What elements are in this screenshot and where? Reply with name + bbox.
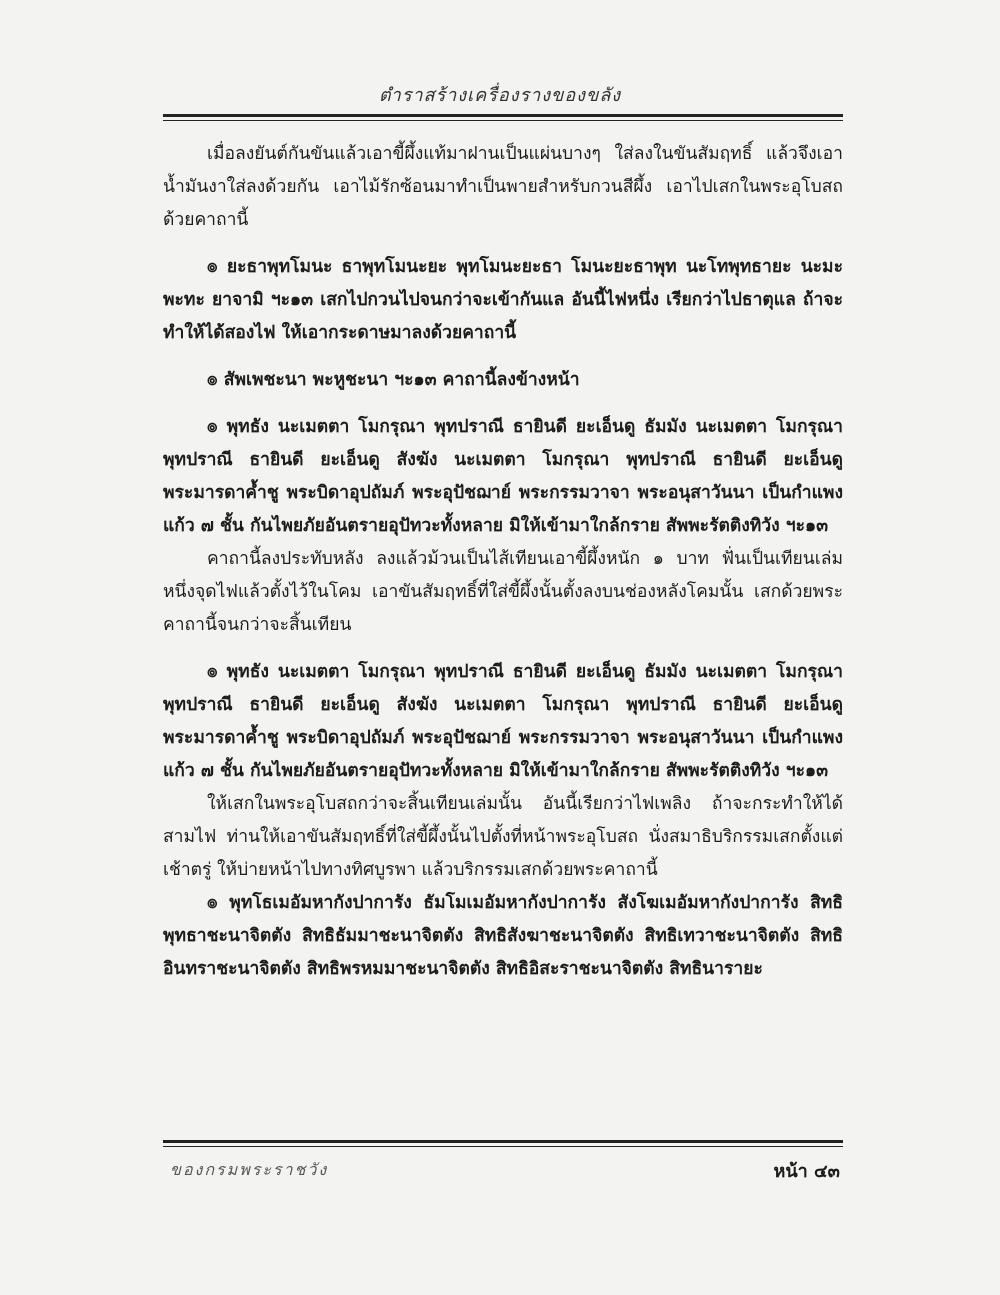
incantation-paragraph: ๏ พุทธัง นะเมตตา โมกรุณา พุทปราณี ธายินดี ยะเอ็นดู ธัมมัง นะเมตตา โมกรุณา พุทปราณี ธายินดี ยะเอ็นดู สังฆัง นะเมตตา โมกรุณา พุทปราณี ธายินดี ยะเอ็นดู พระมารดาค้ำชู พระบิดาอุปถัมภ์ พระอุปัชฌาย์ พระกรรมวาจา พระอนุสาวันนา เป็นกำแพงแก้ว ๗ ชั้น กันไพยภัยอันตรายอุปัทวะทั้งหลาย มิให้เข้ามาใกล้กราย สัพพะรัตติงทิวัง ฯะ๑๓ (163, 662, 843, 781)
header-rule-thin (163, 120, 843, 121)
incantation-paragraph: ๏ ยะธาพุทโมนะ ธาพุทโมนะยะ พุทโมนะยะธา โมนะยะธาพุท นะโทพุทธายะ นะมะพะทะ ยาจามิ ฯะ๑๓ เสกไปกวนไปจนกว่าจะเข้ากันแล อันนี้ไฟหนึ่ง เรียกว่าไปธาตุแล ถ้าจะทำให้ได้สองไฟ ให้เอากระดาษมาลงด้วยคาถานี้ (163, 257, 843, 343)
incantation-paragraph: ๏ พุทโธเมอัมหากังปาการัง ธัมโมเมอัมหากังปาการัง สังโฆเมอัมหากังปาการัง สิทธิพุทธาชะนาจิตตัง สิทธิธัมมาชะนาจิตตัง สิทธิสังฆาชะนาจิตตัง สิทธิเทวาชะนาจิตตัง สิทธิอินทราชะนาจิตตัง สิทธิพรหมมาชะนาจิตตัง สิทธิอิสะราชะนาจิตตัง สิทธินารายะ (163, 893, 843, 979)
paragraph: เมื่อลงยันต์กันขันแล้วเอาขี้ผึ้งแท้มาฝานเป็นแผ่นบางๆ ใส่ลงในขันสัมฤทธิ์ แล้วจึงเอาน้ำมันงาใส่ลงด้วยกัน เอาไม้รักซ้อนมาทำเป็นพายสำหรับกวนสีผึ้ง เอาไปเสกในพระอุโบสถด้วยคาถานี้ (163, 144, 843, 230)
incantation-paragraph: ๏ สัพเพชะนา พะหูชะนา ฯะ๑๓ คาถานี้ลงข้างหน้า (207, 370, 580, 390)
footer-signature: ของกรมพระราชวัง (170, 1160, 329, 1179)
footer-rule-thin (163, 1146, 843, 1147)
footer-rule-thick (163, 1140, 843, 1143)
paragraph: ให้เสกในพระอุโบสถกว่าจะสิ้นเทียนเล่มนั้น อันนี้เรียกว่าไฟเพลิง ถ้าจะกระทำให้ได้สามไฟ ท่านให้เอาขันสัมฤทธิ์ที่ใส่ขี้ผึ้งนั้นไปตั้งที่หน้าพระอุโบสถ นั่งสมาธิบริกรรมเสกตั้งแต่เช้าตรู่ ให้บ่ายหน้าไปทางทิศบูรพา แล้วบริกรรมเสกด้วยพระคาถานี้ (163, 794, 843, 880)
incantation-paragraph: ๏ พุทธัง นะเมตตา โมกรุณา พุทปราณี ธายินดี ยะเอ็นดู ธัมมัง นะเมตตา โมกรุณา พุทปราณี ธายินดี ยะเอ็นดู สังฆัง นะเมตตา โมกรุณา พุทปราณี ธายินดี ยะเอ็นดู พระมารดาค้ำชู พระบิดาอุปถัมภ์ พระอุปัชฌาย์ พระกรรมวาจา พระอนุสาวันนา เป็นกำแพงแก้ว ๗ ชั้น กันไพยภัยอันตรายอุปัทวะทั้งหลาย มิให้เข้ามาใกล้กราย สัพพะรัตติงทิวัง ฯะ๑๓ (163, 417, 843, 536)
body-text (163, 138, 843, 986)
page-number: หน้า ๔๓ (773, 1161, 840, 1182)
running-header: ตำราสร้างเครื่องรางของขลัง (378, 85, 622, 106)
paragraph: คาถานี้ลงประทับหลัง ลงแล้วม้วนเป็นไส้เทียนเอาขี้ผึ้งหนัก ๑ บาท ฟั่นเป็นเทียนเล่มหนึ่งจุดไฟแล้วตั้งไว้ในโคม เอาขันสัมฤทธิ์ที่ใส่ขี้ผึ้งนั้นตั้งลงบนช่องหลังโคมนั้น เสกด้วยพระคาถานี้จนกว่าจะสิ้นเทียน (163, 549, 843, 635)
header-rule-thick (163, 114, 843, 117)
